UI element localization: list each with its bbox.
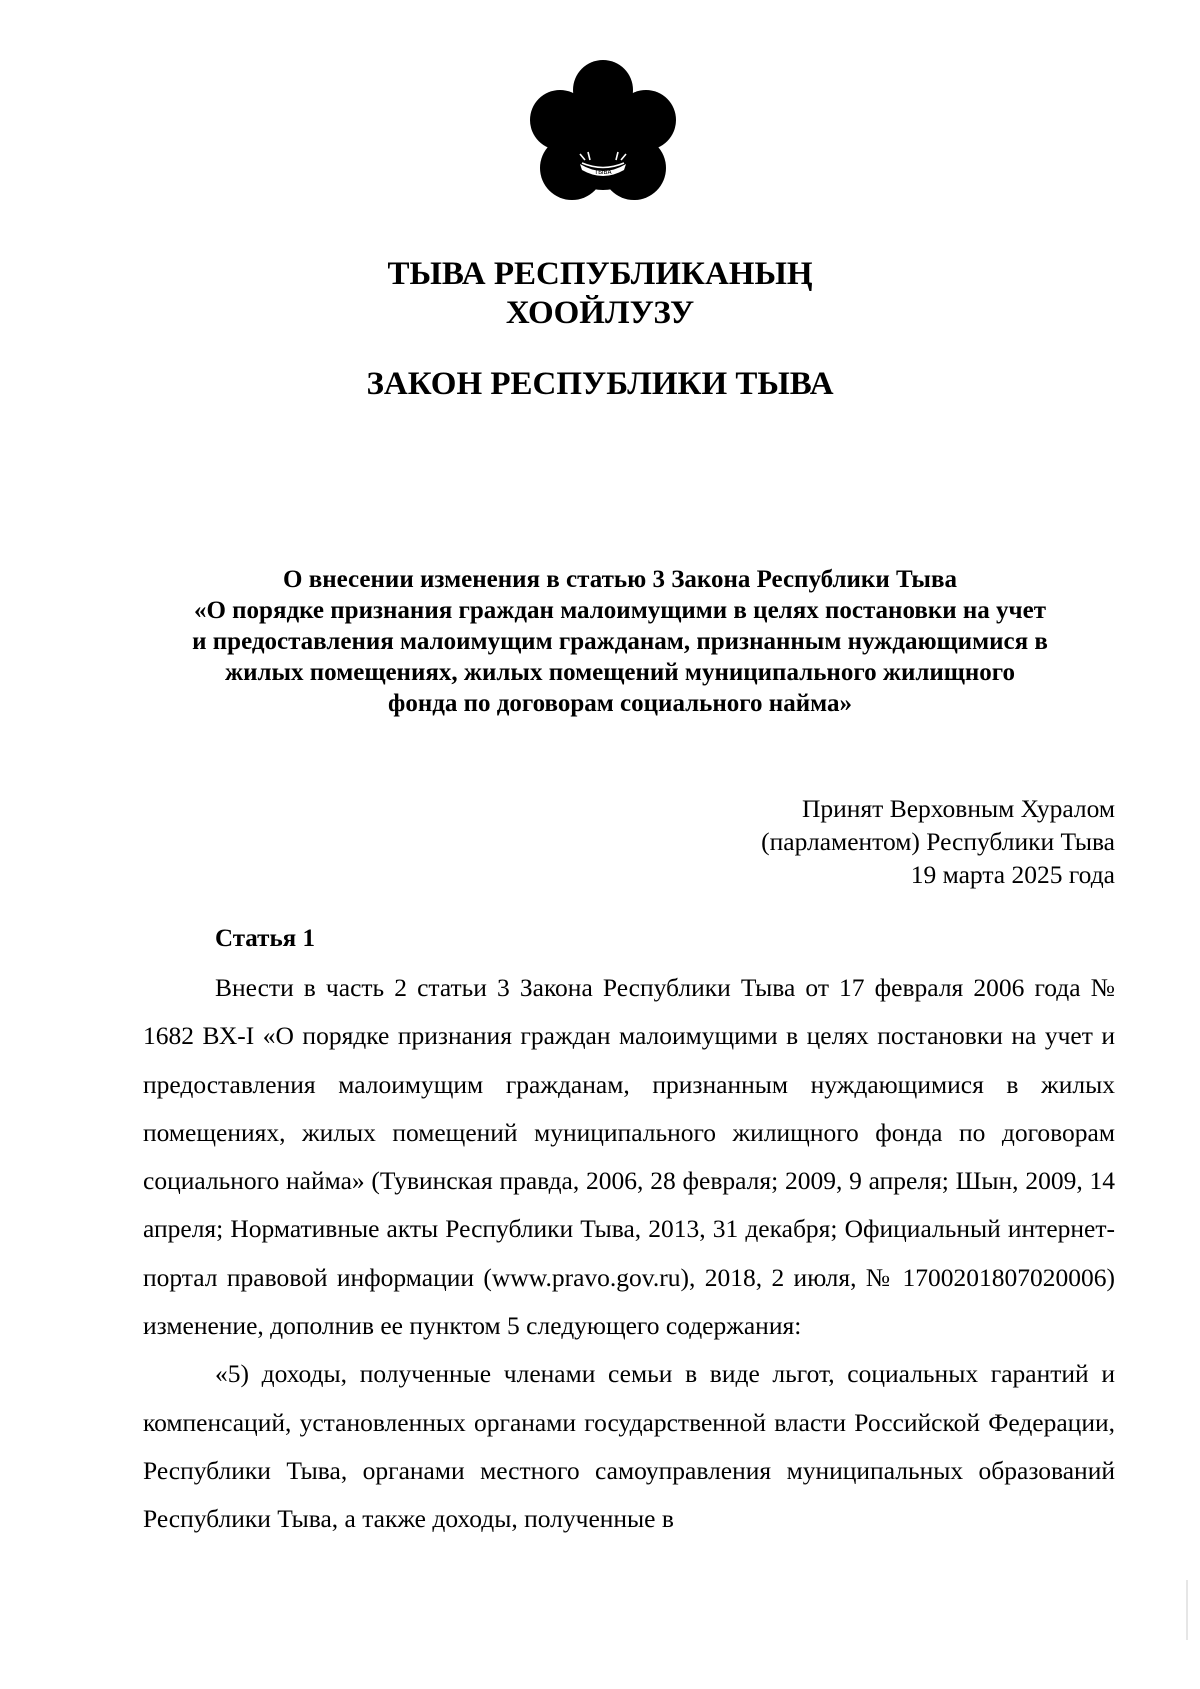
tuva-emblem-icon	[530, 60, 676, 210]
adoption-note	[761, 792, 1115, 891]
tuvan-title-line2: ХООЙЛУЗУ	[505, 295, 695, 331]
tuvan-title	[0, 255, 1200, 333]
article-body	[143, 964, 1115, 1544]
adoption-line2: (парламентом) Республики Тыва	[761, 827, 1115, 856]
document-title	[125, 564, 1115, 719]
document-title-line: и предоставления малоимущим гражданам, признанным нуждающимися в	[192, 628, 1048, 655]
document-title-line: О внесении изменения в статью 3 Закона Республики Тыва	[283, 566, 957, 593]
tuvan-title-line1: ТЫВА РЕСПУБЛИКАНЫҢ	[387, 256, 813, 292]
adoption-line1: Принят Верховным Хуралом	[802, 794, 1115, 823]
scan-edge-mark	[1186, 1580, 1188, 1640]
document-title-line: «О порядке признания граждан малоимущими в целях постановки на учет	[193, 597, 1047, 624]
article-paragraph: «5) доходы, полученные членами семьи в виде льгот, социальных гарантий и компенсаций, установленных органами государственной власти Российской Федерации, Республики Тыва, органами местного самоуправления муниципальных образований Республики Тыва, а также доходы, полученные в	[143, 1359, 1115, 1534]
article-paragraph: Внести в часть 2 статьи 3 Закона Республики Тыва от 17 февраля 2006 года № 1682 ВХ-I «О порядке признания граждан малоимущими в целях постановки на учет и предоставления малоимущим гражданам, признанным нуждающимися в жилых помещениях, жилых помещений муниципального жилищного фонда по договорам социального найма» (Тувинская правда, 2006, 28 февраля; 2009, 9 апреля; Шын, 2009, 14 апреля; Нормативные акты Республики Тыва, 2013, 31 декабря; Официальный интернет-портал правовой информации (www.pravo.gov.ru), 2018, 2 июля, № 1700201807020006) изменение, дополнив ее пунктом 5 следующего содержания:	[143, 973, 1115, 1341]
law-title: ЗАКОН РЕСПУБЛИКИ ТЫВА	[366, 366, 834, 402]
document-title-line: фонда по договорам социального найма»	[388, 690, 852, 717]
article-heading: Статья 1	[215, 925, 315, 952]
document-title-line: жилых помещениях, жилых помещений муниципального жилищного	[224, 659, 1016, 686]
emblem-text: ТЫВА	[594, 169, 612, 176]
adoption-date: 19 марта 2025 года	[910, 860, 1115, 889]
